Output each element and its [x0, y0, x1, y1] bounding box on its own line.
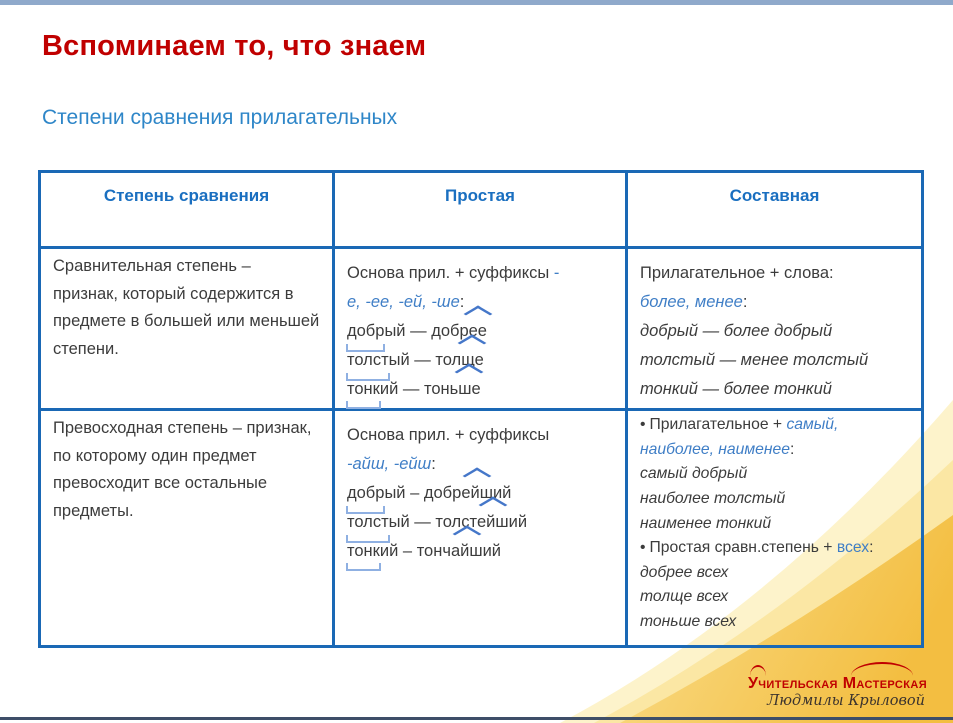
- stem-bracket: добр: [347, 317, 384, 346]
- rule-words: более, менее:: [640, 292, 748, 311]
- example-line: наименее тонкий: [640, 514, 772, 532]
- example-line: тонкий — тоньше: [347, 375, 613, 404]
- example-line: самый добрый: [640, 465, 748, 483]
- stem-bracket: тонк: [347, 537, 380, 566]
- example-line: тонкий — более тонкий: [640, 379, 832, 398]
- example-line: добрый – добрейший: [347, 479, 613, 508]
- bottom-accent-bar: [0, 717, 953, 720]
- example-line: толстый — толще: [347, 346, 613, 375]
- suffix-caret: ейш: [477, 508, 509, 537]
- example-line: тонкий – тончайший: [347, 537, 613, 566]
- stem-bracket: толст: [347, 508, 389, 537]
- example-line: толще всех: [640, 588, 729, 606]
- suffix-caret: ейш: [461, 479, 493, 508]
- stem-bracket: толст: [347, 346, 389, 375]
- rule-intro: Основа прил. + суффиксы: [347, 426, 550, 444]
- compound-comparative-cell: [625, 246, 921, 408]
- example-line: добрее всех: [640, 563, 729, 581]
- comparison-table: [38, 170, 924, 648]
- simple-superlative-cell: [332, 408, 625, 645]
- suffix-caret: ее: [469, 317, 487, 346]
- table-header-compound: Составная: [625, 173, 921, 246]
- table-header-simple: Простая: [332, 173, 625, 246]
- rule-intro: Прилагательное + слова:: [640, 264, 834, 282]
- rule-intro: Основа прил. + суффиксы -: [347, 264, 560, 282]
- simple-comparative-cell: [332, 246, 625, 408]
- stem-bracket: добр: [347, 479, 384, 508]
- example-line: наиболее толстый: [640, 489, 786, 507]
- stem-bracket: тонк: [347, 375, 380, 404]
- example-line: толстый — толстейший: [347, 508, 613, 537]
- example-line: добрый — добрее: [347, 317, 613, 346]
- suffix-caret: айш: [451, 537, 483, 566]
- rule-bullet-1: • Прилагательное + самый, наиболее, наименее:: [640, 416, 839, 458]
- example-line: добрый — более добрый: [640, 321, 833, 340]
- rule-bullet-2: • Простая сравн.степень + всех:: [640, 539, 874, 557]
- slide-subtitle: Степени сравнения прилагательных: [42, 106, 398, 129]
- publisher-logo: [748, 675, 927, 709]
- logo-title: Учительская Мастерская: [748, 675, 927, 693]
- suffix-caret: ше: [458, 375, 480, 404]
- slide-title: Вспоминаем то, что знаем: [42, 30, 427, 62]
- rule-suffixes: е, -ее, -ей, -ше:: [347, 292, 465, 311]
- bullet-icon: •: [640, 416, 646, 433]
- rule-suffixes: -айш, -ейш:: [347, 454, 436, 473]
- table-header-degree: Степень сравнения: [103, 186, 270, 205]
- compound-superlative-cell: [625, 408, 921, 645]
- suffix-caret: ще: [461, 346, 484, 375]
- definition-comparative: Сравнительная степень – признак, который содержится в предмете в большей или меньшей степени.: [41, 246, 332, 408]
- bullet-icon: •: [640, 539, 646, 557]
- definition-superlative: Превосходная степень – признак, по которому один предмет превосходит все остальные предметы.: [41, 408, 332, 645]
- example-line: тоньше всех: [640, 613, 737, 631]
- example-line: толстый — менее толстый: [640, 350, 869, 369]
- logo-subtitle: Людмилы Крыловой: [767, 693, 925, 709]
